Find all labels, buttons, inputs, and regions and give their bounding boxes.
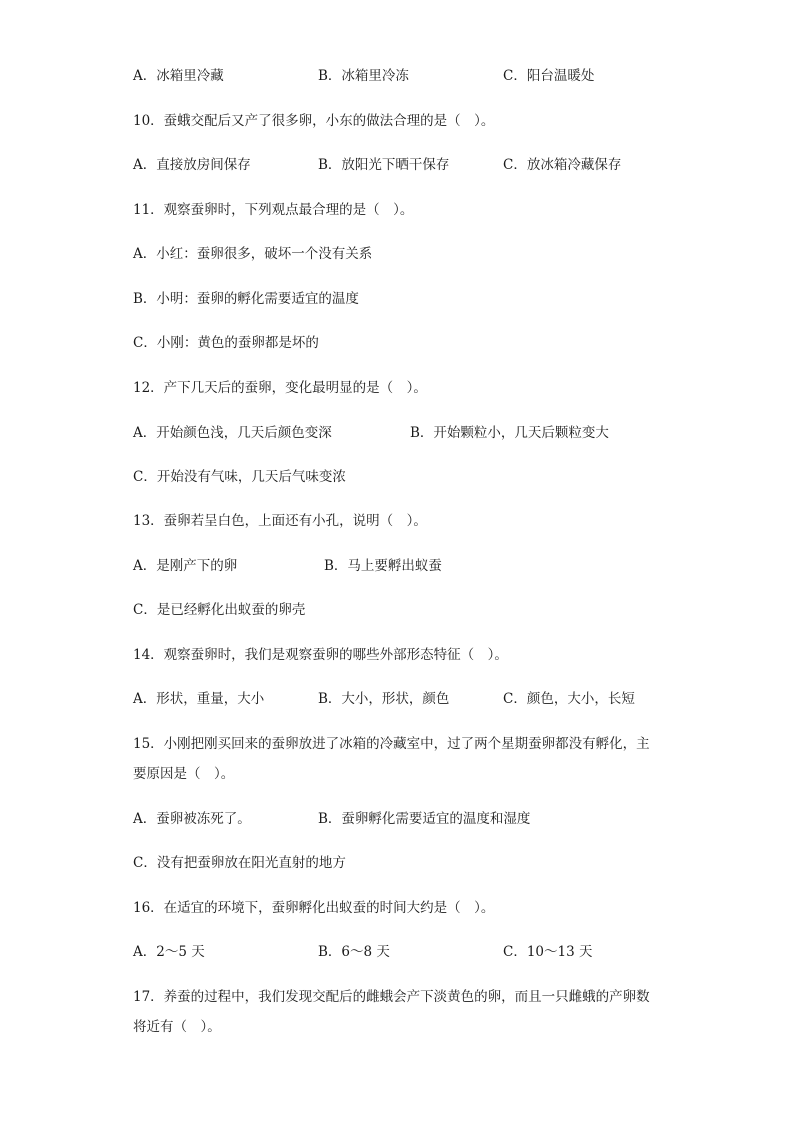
q16-stem: 16．在适宜的环境下，蚕卵孵化出蚁蚕的时间大约是（ ）。 xyxy=(133,900,495,916)
q9-option-a: A．冰箱里冷藏 xyxy=(133,68,224,84)
q15-option-c: C．没有把蚕卵放在阳光直射的地方 xyxy=(133,855,346,871)
q10-option-a: A．直接放房间保存 xyxy=(133,157,251,173)
q10-stem: 10．蚕蛾交配后又产了很多卵，小东的做法合理的是（ ）。 xyxy=(133,113,495,129)
q9-option-c: C．阳台温暖处 xyxy=(503,68,595,84)
q14-option-a: A．形状，重量，大小 xyxy=(133,691,265,707)
q16-option-b: B．6～8 天 xyxy=(318,944,390,960)
q13-option-c: C．是已经孵化出蚁蚕的卵壳 xyxy=(133,602,306,618)
q15-stem-line-1: 15．小刚把刚买回来的蚕卵放进了冰箱的冷藏室中，过了两个星期蚕卵都没有孵化，主 xyxy=(133,736,650,752)
q15-option-a: A．蚕卵被冻死了。 xyxy=(133,811,251,827)
q12-option-a: A．开始颜色浅，几天后颜色变深 xyxy=(133,425,332,441)
q11-option-a: A．小红：蚕卵很多，破坏一个没有关系 xyxy=(133,246,373,262)
q14-option-b: B．大小，形状，颜色 xyxy=(318,691,450,707)
q16-option-c: C．10～13 天 xyxy=(503,944,593,960)
q13-stem: 13．蚕卵若呈白色，上面还有小孔，说明（ ）。 xyxy=(133,513,427,529)
q11-option-c: C．小刚：黄色的蚕卵都是坏的 xyxy=(133,335,319,351)
q11-stem: 11．观察蚕卵时，下列观点最合理的是（ ）。 xyxy=(133,202,414,218)
q10-option-b: B．放阳光下晒干保存 xyxy=(318,157,450,173)
q15-option-b: B．蚕卵孵化需要适宜的温度和湿度 xyxy=(318,811,531,827)
q12-stem: 12．产下几天后的蚕卵，变化最明显的是（ ）。 xyxy=(133,380,427,396)
q15-stem-line-2: 要原因是（ ）。 xyxy=(133,766,235,782)
q13-option-a: A．是刚产下的卵 xyxy=(133,558,238,574)
q17-stem-line-1: 17．养蚕的过程中，我们发现交配后的雌蛾会产下淡黄色的卵，而且一只雌蛾的产卵数 xyxy=(133,989,650,1005)
q17-stem-line-2: 将近有（ ）。 xyxy=(133,1019,221,1035)
q13-option-b: B．马上要孵出蚁蚕 xyxy=(324,558,442,574)
q10-option-c: C．放冰箱冷藏保存 xyxy=(503,157,622,173)
q16-option-a: A．2～5 天 xyxy=(133,944,205,960)
q12-option-c: C．开始没有气味，几天后气味变浓 xyxy=(133,469,346,485)
q12-option-b: B．开始颗粒小，几天后颗粒变大 xyxy=(410,425,609,441)
q14-stem: 14．观察蚕卵时，我们是观察蚕卵的哪些外部形态特征（ ）。 xyxy=(133,647,508,663)
q11-option-b: B．小明：蚕卵的孵化需要适宜的温度 xyxy=(133,291,359,307)
q14-option-c: C．颜色，大小，长短 xyxy=(503,691,635,707)
q9-option-b: B．冰箱里冷冻 xyxy=(318,68,409,84)
